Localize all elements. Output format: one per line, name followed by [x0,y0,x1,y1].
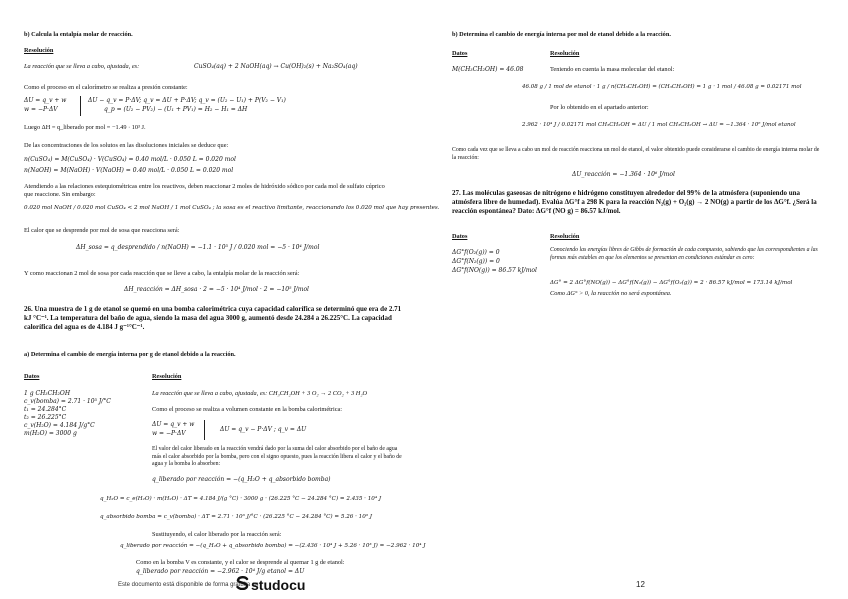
proceso-line: Como el proceso en el calorímetro se realiza a presión constante: [24,84,188,91]
q-bomba-eq: q_absorbido bomba = c_v(bomba) · ΔT = 2.71 · 10³ J/°C · (26.225 °C − 24.284 °C) = 5.26 · 10³ J [100,514,373,520]
atendiendo-paragraph: Atendiendo a las relaciones estequiométricas entre los reactivos, deben reaccionar 2 moles de hidróxido sódico por cada mol de sulfato cúprico que reaccione. Sin embargo: [24,183,385,199]
datos-heading-right: Datos [452,50,468,57]
por-lo-line: Por lo obtenido en el apartado anterior: [550,104,649,111]
dato-line-1: c_v(bomba) = 2.71 · 10³ J/°C [24,398,111,405]
resolucion-heading-right: Resolución [550,50,580,57]
datos-heading: Datos [24,373,40,380]
du-mol-eq: 2.962 · 10⁴ J / 0.02171 mol CH₃CH₂OH = ΔU / 1 mol CH₃CH₂OH → ΔU = −1.364 · 10⁶ J/mol etanol [522,122,796,128]
brace-2 [204,420,205,440]
studocu-logo-icon [236,576,249,590]
resolucion-heading: Resolución [24,47,54,54]
ratio-line: 0.020 mol NaOH / 0.020 mol CuSO₄ < 2 mol NaOH / 1 mol CuSO₄ ; la sosa es el reactivo limitante, reaccionando los 0.020 mol que hay presentes. [24,205,440,211]
question-27: 27. Las moléculas gaseosas de nitrógeno e hidrógeno constituyen alrededor del 99% de la atmósfera (suponiendo una atmósfera libre de humedad). Evalúa ΔG°f a 298 K para la reacción N₂(g) + O₂(g) → 2 NO(g) a partir de los ΔG°f. ¿Será la reacción espontánea? Dato: ΔG°f (NO g) = 86.57 kJ/mol. [452,189,817,216]
res-eq-c: ΔU = q_v − P·ΔV ; q_v = ΔU [220,426,307,433]
question-26: 26. Una muestra de 1 g de etanol se quemó en una bomba calorimétrica cuya capacidad calorífica se determinó que era de 2.71 kJ °C⁻¹. La temperatura del baño de agua, siendo la masa del agua 3000 g, aumentó desde 24.284 a 26.225°C. La capacidad calorífica del agua es de 4.184 J g⁻¹°C⁻¹. [24,305,402,331]
q-h2o-eq: q_H₂O = c_e(H₂O) · m(H₂O) · ΔT = 4.184 J/(g °C) · 3000 g · (26.225 °C − 24.284 °C) = 2.435 · 10⁴ J [100,496,382,502]
como-reaccionan-line: Y como reaccionan 2 mol de sosa por cada reacción que se lleve a cabo, la entalpía molar de la reacción será: [24,270,300,277]
dato2-line-0: ΔG°f(O₂(g)) = 0 [452,249,500,256]
datos2-heading: Datos [452,233,468,240]
q-total-eq: q_liberado por reacción = −(q_H₂O + q_absorbido bomba) = −(2.436 · 10⁴ J + 5.26 · 10³ J) = −2.962 · 10⁴ J [120,543,426,549]
como-cada-paragraph: Como cada vez que se lleva a cabo un mol de reacción reacciona un mol de etanol, el valor obtenido puede considerarse el cambio de energía interna molar de la reacción: [452,147,820,161]
como-bomba-line: Como en la bomba V es constante, y el calor se desprende al quemar 1 g de etanol: [136,559,345,566]
dh-sosa-eq: ΔH_sosa = q_desprendido / n(NaOH) = −1.1 · 10³ J / 0.020 mol = −5 · 10⁴ J/mol [76,244,320,251]
resolucion2-heading-right: Resolución [550,233,580,240]
studocu-logo-text[interactable]: studocu [251,577,306,593]
res-q-liberado: q_liberado por reacción = −(q_H₂O + q_absorbido bomba) [152,476,331,483]
dato-line-4: c_v(H₂O) = 4.184 J/g°C [24,422,95,429]
heading-b-left: b) Calcula la entalpía molar de reacción. [24,31,133,38]
dato-line-0: 1 g CH₃CH₂OH [24,390,71,397]
reaction-equation: CuSO₄(aq) + 2 NaOH(aq) → Cu(OH)₂(s) + Na₂SO₄(aq) [194,63,358,70]
eq1a: ΔU = q_v + w [24,97,67,104]
conociendo-paragraph: Conociendo las energías libres de Gibbs de formación de cada compuesto, sabiendo que las correspondientes a las formas más estables en que los elementos se presentan en condiciones estándar es cero: [550,247,818,261]
dato2-line-2: ΔG°f(NO(g)) = 86.57 kJ/mol [452,267,537,274]
calor-por-mol-line: El calor que se desprende por mol de sosa que reacciona será: [24,227,180,234]
res-reaccion: La reacción que se lleva a cabo, ajustada, es: CH₃CH₂OH + 3 O₂ → 2 CO₂ + 3 H₂O [152,390,368,397]
dato2-line-1: ΔG°f(N₂(g)) = 0 [452,258,500,265]
dg-eq: ΔG° = 2 ΔG°f(NO(g)) − ΔG°f(N₂(g)) − ΔG°f(O₂(g)) = 2 · 86.57 kJ/mol = 173.14 kJ/mol [550,280,793,286]
dato-line-2: t₁ = 24.284°C [24,406,67,413]
reaction-label: La reacción que se lleva a cabo, ajustada, es: [24,63,140,70]
concentraciones-line: De las concentraciones de los solutos en las disoluciones iniciales se deduce que: [24,142,229,149]
eq1d: q_p = (U₂ − PV₂) − (U₁ + PV₁) = H₂ − H₁ = ΔH [104,106,248,113]
dato-masa-molar: M(CH₃CH₂OH) = 46.08 [452,66,524,73]
brace-1 [80,96,81,116]
page-number: 12 [636,580,645,589]
conversion-eq: 46.08 g / 1 mol de etanol · 1 g / n(CH₃CH₂OH) = (CH₃CH₂OH) = 1 g · 1 mol / 46.08 g = 0.02171 mol [522,84,802,90]
teniendo-line: Teniendo en cuenta la masa molecular del etanol: [550,66,675,73]
luego-line: Luego ΔH = q_liberado por mol = −1.49 · 10³ J. [24,124,146,131]
dato-line-3: t₂ = 26.225°C [24,414,67,421]
dh-reaccion-eq: ΔH_reacción = ΔH_sosa · 2 = −5 · 10⁴ J/mol · 2 = −10⁵ J/mol [124,286,309,293]
footer-descargado: Este documento está disponible de forma gratuita en [118,582,259,588]
res-eq-a: ΔU = q_v + w [152,421,195,428]
heading-b-right: b) Determina el cambio de energía interna por mol de etanol debido a la reacción. [452,31,671,38]
eq1b: w = −P·ΔV [24,106,58,113]
q-por-g-eq: q_liberado por reacción = −2.962 · 10⁴ J/g etanol = ΔU [136,568,305,575]
res-parrafo: El valor del calor liberado en la reacción vendrá dado por la suma del calor absorbido por el baño de agua más el calor absorbido por la bomba, pero con el signo opuesto, pues la reacción libera el calor y el baño de agua y la bomba lo absorben: [152,446,402,468]
heading-a-left: a) Determina el cambio de energía interna por g de etanol debido a la reacción. [24,351,236,358]
n-naoh: n(NaOH) = M(NaOH) · V(NaOH) = 0.40 mol/L · 0.050 L = 0.020 mol [24,167,234,174]
du-reaccion-eq: ΔU_reacción = −1.364 · 10⁶ J/mol [572,171,675,178]
sustituyendo-line: Sustituyendo, el calor liberado por la reacción será: [152,531,282,538]
resolucion2-heading: Resolución [152,373,182,380]
n-cuso4: n(CuSO₄) = M(CuSO₄) · V(CuSO₄) = 0.40 mol/L · 0.050 L = 0.020 mol [24,156,236,163]
eq1c: ΔU − q_v = P·ΔV; q_v = ΔU + P·ΔV; q_v = (U₂ − U₁) + P(V₂ − V₁) [88,97,286,104]
res-eq-b: w = −P·ΔV [152,430,186,437]
dato-line-5: m(H₂O) = 3000 g [24,430,77,437]
como-dg-line: Como ΔG° > 0, la reacción no será espontánea. [550,290,672,297]
res-volumen: Como el proceso se realiza a volumen constante en la bomba calorimétrica: [152,406,343,413]
